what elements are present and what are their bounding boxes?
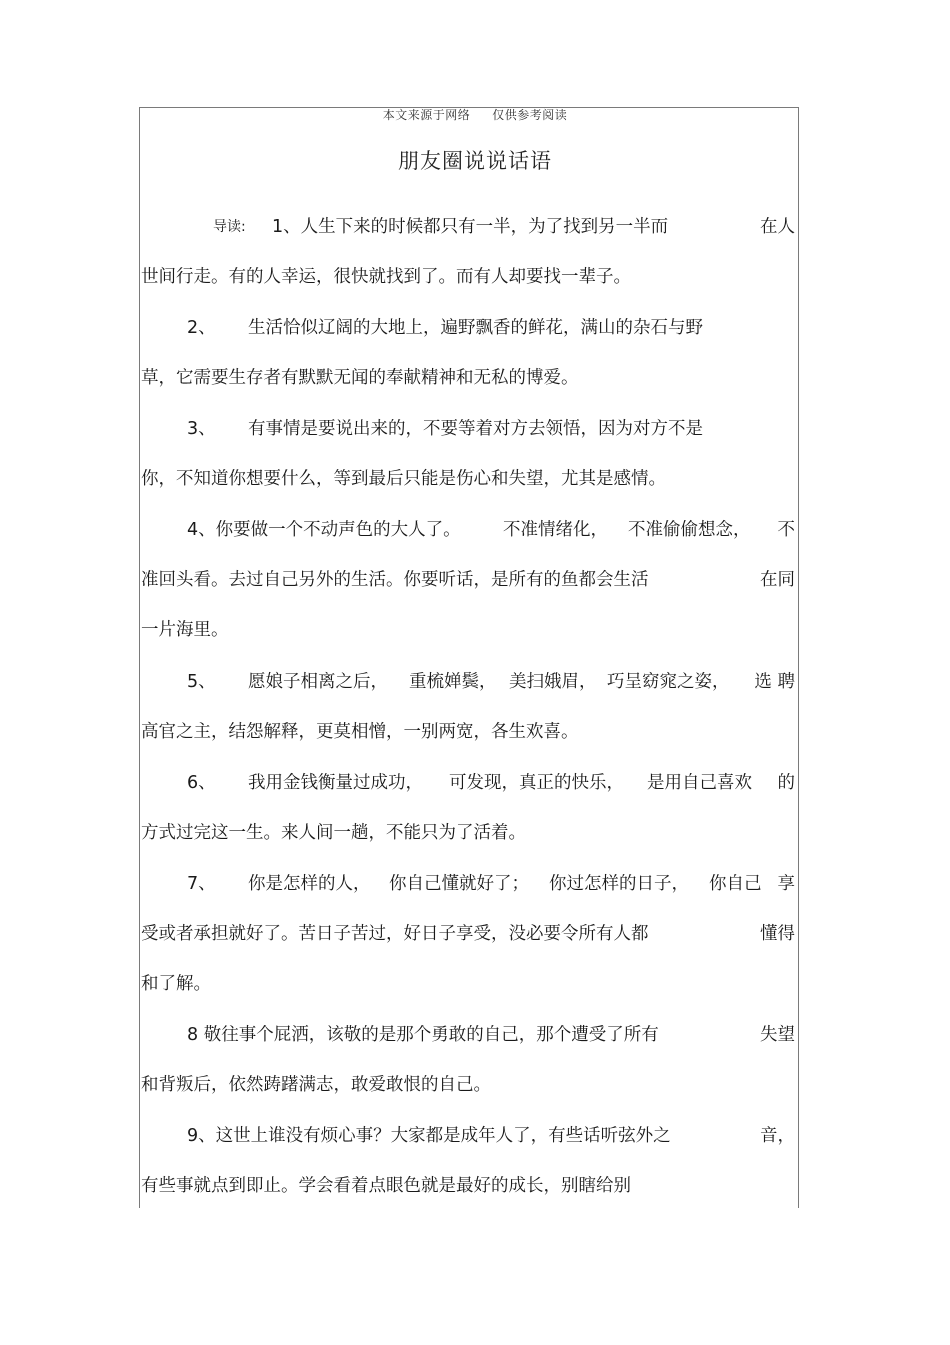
intro-label: 导读: xyxy=(213,219,246,235)
text-line xyxy=(141,214,795,240)
line-text: 我用金钱衡量过成功， xyxy=(248,773,423,793)
text-line xyxy=(141,416,795,442)
text-line xyxy=(141,567,795,593)
text-line xyxy=(141,921,795,947)
line-text: 你，不知道你想要什么，等到最后只能是伤心和失望，尤其是感情。 xyxy=(141,469,666,489)
item-number: 7、 xyxy=(187,874,216,894)
header-note: 仅供参考阅读 xyxy=(492,108,568,122)
text-line xyxy=(141,1173,795,1199)
item-number: 3、 xyxy=(187,419,216,439)
text-line xyxy=(141,1072,795,1098)
text-line xyxy=(141,719,795,745)
header-source: 本文来源于网络 xyxy=(382,108,471,122)
text-line xyxy=(141,517,795,543)
line-text: 美扫娥眉， xyxy=(509,672,597,692)
line-text: 你自己 xyxy=(709,874,762,894)
text-line xyxy=(141,315,795,341)
item-number: 6、 xyxy=(187,773,216,793)
line-tail: 享 xyxy=(777,874,795,894)
line-text: 受或者承担就好了。苦日子苦过，好日子享受，没必要令所有人都 xyxy=(141,924,649,944)
line-text: 和背叛后，依然踌躇满志，敢爱敢恨的自己。 xyxy=(141,1075,491,1095)
line-text: 你是怎样的人， xyxy=(248,874,371,894)
line-text: 和了解。 xyxy=(141,974,211,994)
line-text: 你自己懂就好了； xyxy=(389,874,529,894)
line-text: 8 敬往事个屁洒，该敬的是那个勇敢的自己，那个遭受了所有 xyxy=(187,1025,659,1045)
line-text: 不准情绪化， xyxy=(503,520,608,540)
text-line xyxy=(141,1123,795,1149)
line-text: 有事情是要说出来的，不要等着对方去领悟，因为对方不是 xyxy=(248,419,703,439)
line-text: 不准偷偷想念， xyxy=(628,520,751,540)
line-tail: 在人 xyxy=(760,217,795,237)
text-line xyxy=(141,1022,795,1048)
text-line xyxy=(141,770,795,796)
line-text: 有些事就点到即止。学会看着点眼色就是最好的成长，别瞎给别 xyxy=(141,1176,631,1196)
text-line xyxy=(141,820,795,846)
line-text: 一片海里。 xyxy=(141,620,229,640)
line-tail: 的 xyxy=(777,773,795,793)
text-line xyxy=(141,871,795,897)
line-tail: 选 聘 xyxy=(754,672,795,692)
item-number: 5、 xyxy=(187,672,216,692)
line-text: 1、人生下来的时候都只有一半，为了找到另一半而 xyxy=(272,217,669,237)
text-line xyxy=(141,264,795,290)
page-header xyxy=(0,106,950,123)
text-line xyxy=(141,669,795,695)
line-text: 4、你要做一个不动声色的大人了。 xyxy=(187,520,461,540)
line-tail: 在同 xyxy=(760,570,795,590)
line-tail: 不 xyxy=(777,520,795,540)
line-tail: 音， xyxy=(760,1126,795,1146)
line-text: 世间行走。有的人幸运，很快就找到了。而有人却要找一辈子。 xyxy=(141,267,631,287)
line-text: 高官之主，结怨解释，更莫相憎，一别两宽，各生欢喜。 xyxy=(141,722,579,742)
text-line xyxy=(141,617,795,643)
line-text: 9、这世上谁没有烦心事？大家都是成年人了，有些话听弦外之 xyxy=(187,1126,671,1146)
line-text: 准回头看。去过自己另外的生活。你要听话，是所有的鱼都会生活 xyxy=(141,570,649,590)
line-text: 是用自己喜欢 xyxy=(647,773,752,793)
line-text: 方式过完这一生。来人间一趟，不能只为了活着。 xyxy=(141,823,526,843)
line-text: 巧呈窈窕之姿， xyxy=(607,672,730,692)
line-text: 愿娘子相离之后， xyxy=(248,672,388,692)
page-title: 朋友圈说说话语 xyxy=(398,149,552,173)
line-text: 可发现，真正的快乐， xyxy=(449,773,624,793)
text-line xyxy=(141,466,795,492)
line-text: 你过怎样的日子， xyxy=(549,874,689,894)
line-text: 草，它需要生存者有默默无闻的奉献精神和无私的博爱。 xyxy=(141,368,579,388)
line-tail: 懂得 xyxy=(760,924,795,944)
line-text: 重梳婵鬓， xyxy=(409,672,497,692)
text-line xyxy=(141,365,795,391)
line-text: 生活恰似辽阔的大地上，遍野飘香的鲜花，满山的杂石与野 xyxy=(248,318,703,338)
line-tail: 失望 xyxy=(760,1025,795,1045)
text-line xyxy=(141,971,795,997)
item-number: 2、 xyxy=(187,318,216,338)
